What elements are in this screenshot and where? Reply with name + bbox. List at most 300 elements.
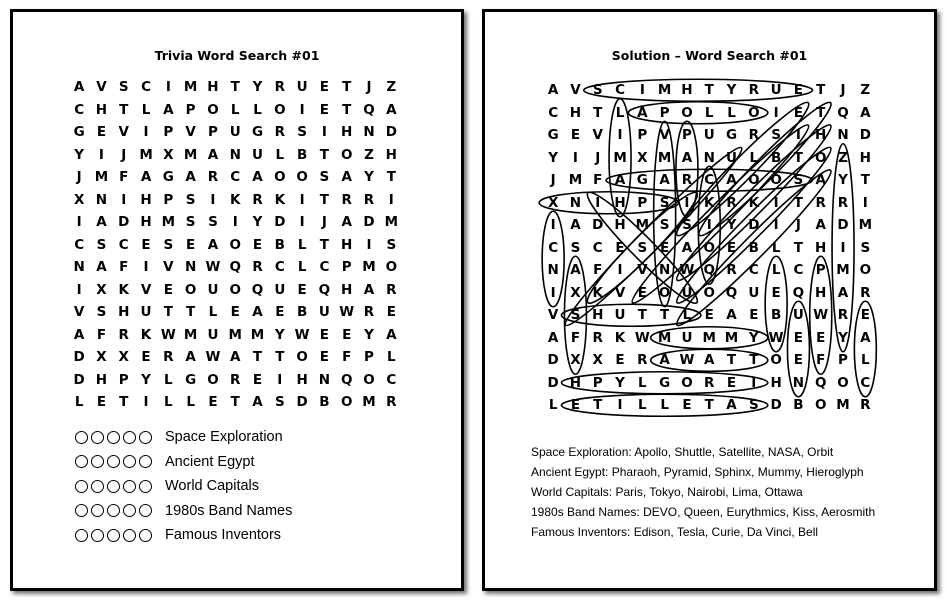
puzzle-grid-letter: U — [274, 281, 286, 298]
puzzle-grid-letter: E — [252, 236, 263, 253]
puzzle-grid-letter: V — [118, 124, 129, 141]
puzzle-grid-letter: P — [163, 191, 174, 208]
puzzle-grid-letter: B — [296, 304, 308, 321]
solution-grid-letter: P — [592, 374, 603, 391]
puzzle-grid-row — [68, 324, 402, 347]
solution-grid-letter: A — [815, 172, 826, 189]
solution-grid-row — [542, 169, 876, 192]
solution-grid-letter: I — [773, 194, 779, 211]
solution-grid-letter: B — [793, 397, 804, 414]
category-item — [75, 499, 292, 524]
solution-grid-letter: L — [727, 104, 736, 121]
solution-grid-letter: A — [860, 329, 871, 346]
puzzle-grid-letter: K — [140, 326, 152, 343]
puzzle-grid-letter: O — [385, 259, 398, 276]
solution-grid-letter: M — [657, 82, 672, 99]
puzzle-grid-letter: W — [205, 259, 221, 276]
solution-grid-letter: E — [793, 329, 804, 346]
puzzle-grid-letter: W — [160, 326, 176, 343]
puzzle-grid-letter: A — [163, 101, 174, 118]
solution-grid-letter: I — [550, 217, 556, 234]
solution-grid-letter: Y — [615, 374, 625, 391]
answer-list — [531, 442, 875, 542]
solution-grid-letter: K — [703, 194, 715, 211]
checkbox-circle-icon[interactable] — [123, 431, 136, 444]
solution-grid-letter: U — [614, 307, 626, 324]
solution-grid-letter: A — [570, 262, 581, 279]
puzzle-grid-letter: B — [274, 236, 285, 253]
puzzle-grid-letter: T — [386, 169, 396, 186]
solution-grid-letter: A — [637, 104, 648, 121]
solution-grid-letter: I — [706, 217, 712, 234]
solution-grid-letter: R — [726, 194, 737, 211]
puzzle-grid-letter: M — [94, 169, 109, 186]
puzzle-grid-letter: P — [163, 124, 174, 141]
puzzle-grid-letter: O — [296, 349, 308, 366]
puzzle-grid-letter: C — [74, 101, 85, 118]
puzzle-grid-row — [68, 234, 402, 257]
puzzle-grid-letter: T — [275, 349, 285, 366]
solution-grid-letter: T — [593, 397, 603, 414]
puzzle-grid-letter: A — [252, 394, 263, 411]
solution-grid-row — [542, 102, 876, 125]
puzzle-grid-letter: G — [162, 169, 174, 186]
checkbox-circle-icon[interactable] — [75, 529, 88, 542]
puzzle-grid-letter: E — [319, 326, 330, 343]
answer-line: Space Exploration: Apollo, Shuttle, Satellite, NASA, Orbit — [531, 445, 834, 459]
puzzle-grid-letter: Q — [251, 281, 264, 298]
solution-grid-letter: N — [547, 262, 559, 279]
puzzle-grid-letter: D — [73, 349, 85, 366]
category-item — [75, 474, 292, 499]
puzzle-grid-letter: S — [386, 236, 397, 253]
puzzle-grid-letter: U — [229, 124, 241, 141]
puzzle-grid-letter: A — [96, 214, 107, 231]
puzzle-grid-letter: N — [318, 371, 331, 388]
checkbox-circle-icon[interactable] — [75, 480, 88, 493]
solution-grid-letter: U — [726, 149, 737, 166]
checkbox-circle-icon[interactable] — [75, 431, 88, 444]
solution-grid-letter: T — [660, 307, 670, 324]
answer-line: Ancient Egypt: Pharaoh, Pyramid, Sphinx, Mummy, Hieroglyph — [531, 465, 864, 479]
solution-grid-letter: I — [550, 284, 556, 301]
solution-grid-letter: M — [858, 217, 873, 234]
solution-grid-letter: Z — [860, 82, 871, 99]
solution-grid-letter: H — [614, 194, 626, 211]
puzzle-grid-letter: R — [207, 169, 219, 186]
puzzle-grid-letter: S — [96, 304, 107, 321]
puzzle-grid-letter: R — [341, 191, 352, 208]
solution-grid-letter: T — [593, 104, 603, 121]
checkbox-circle-icon[interactable] — [91, 455, 104, 468]
checkbox-circle-icon[interactable] — [139, 529, 152, 542]
solution-grid-row — [542, 304, 876, 327]
puzzle-grid-letter: E — [96, 124, 107, 141]
puzzle-grid-letter: R — [274, 79, 286, 96]
solution-grid-letter: U — [703, 127, 715, 144]
puzzle-grid-letter: A — [73, 79, 85, 96]
solution-grid-letter: J — [840, 82, 846, 99]
solution-grid-letter: H — [681, 82, 693, 99]
puzzle-grid-letter: A — [185, 349, 196, 366]
solution-grid-letter: D — [547, 352, 559, 369]
solution-grid-letter: Q — [703, 262, 715, 279]
solution-grid-letter: E — [749, 307, 759, 324]
solution-grid-letter: S — [659, 194, 670, 211]
solution-letter-grid — [542, 79, 876, 417]
solution-grid-letter: A — [837, 284, 849, 301]
solution-grid-letter: I — [617, 397, 623, 414]
category-item — [75, 425, 292, 450]
solution-grid-letter: N — [792, 374, 805, 391]
solution-grid-letter: L — [704, 104, 714, 121]
solution-grid-row — [542, 214, 876, 237]
solution-grid-letter: M — [836, 262, 850, 279]
puzzle-grid-letter: V — [163, 259, 174, 276]
solution-grid-letter: J — [550, 172, 556, 189]
solution-grid-letter: C — [592, 239, 603, 256]
category-item — [75, 523, 292, 548]
solution-grid-letter: K — [614, 329, 626, 346]
solution-grid-letter: M — [657, 329, 672, 346]
solution-grid-letter: E — [682, 397, 692, 414]
solution-grid-letter: D — [859, 127, 871, 144]
puzzle-grid-letter: I — [143, 259, 149, 276]
solution-grid-letter: A — [726, 172, 737, 189]
puzzle-grid-letter: C — [319, 259, 330, 276]
checkbox-circle-icon[interactable] — [91, 529, 104, 542]
puzzle-grid-letter: A — [96, 259, 107, 276]
puzzle-grid-letter: A — [207, 236, 219, 253]
puzzle-grid-letter: L — [164, 371, 173, 388]
solution-grid-letter: P — [681, 127, 692, 144]
puzzle-grid-row — [68, 166, 402, 189]
puzzle-grid-letter: A — [73, 326, 85, 343]
puzzle-grid-letter: L — [253, 101, 262, 118]
puzzle-grid-letter: Y — [74, 146, 85, 163]
puzzle-grid-letter: H — [118, 304, 130, 321]
solution-grid-letter: V — [614, 284, 626, 301]
solution-grid-letter: B — [748, 239, 759, 256]
checkbox-circle-icon[interactable] — [75, 504, 88, 517]
solution-grid-letter: H — [592, 307, 604, 324]
puzzle-grid-letter: F — [342, 349, 352, 366]
solution-grid-letter: O — [703, 284, 715, 301]
checkbox-circles — [75, 529, 152, 542]
solution-grid-letter: W — [634, 329, 650, 346]
puzzle-grid-letter: L — [186, 394, 195, 411]
puzzle-grid-letter: L — [297, 259, 307, 276]
puzzle-grid-letter: T — [342, 101, 352, 118]
solution-grid-letter: I — [751, 374, 757, 391]
puzzle-grid-letter: A — [140, 169, 152, 186]
checkbox-circle-icon[interactable] — [75, 455, 88, 468]
solution-grid-letter: X — [547, 194, 559, 211]
solution-grid-letter: I — [840, 239, 846, 256]
puzzle-grid-letter: K — [118, 281, 129, 298]
solution-grid-letter: K — [592, 284, 603, 301]
solution-grid-row — [542, 192, 876, 215]
solution-grid-letter: S — [771, 127, 781, 144]
solution-grid-letter: A — [726, 397, 737, 414]
checkbox-circle-icon[interactable] — [139, 504, 152, 517]
puzzle-grid-letter: G — [251, 124, 264, 141]
solution-grid-letter: T — [637, 307, 647, 324]
puzzle-grid-letter: U — [207, 281, 219, 298]
solution-grid-letter: I — [773, 217, 779, 234]
puzzle-grid-letter: I — [299, 191, 305, 208]
solution-grid-letter: C — [860, 374, 871, 391]
puzzle-grid-letter: Y — [274, 326, 285, 343]
solution-grid-letter: I — [617, 262, 623, 279]
puzzle-grid-letter: C — [274, 259, 285, 276]
puzzle-grid-letter: E — [297, 281, 307, 298]
puzzle-grid-letter: A — [341, 214, 352, 231]
solution-grid-row — [542, 394, 876, 417]
checkbox-circle-icon[interactable] — [107, 480, 120, 493]
solution-grid-letter: S — [659, 217, 670, 234]
solution-grid-letter: F — [816, 352, 826, 369]
solution-grid-letter: T — [793, 149, 804, 166]
puzzle-grid-letter: B — [319, 394, 330, 411]
puzzle-grid-letter: H — [341, 236, 353, 253]
solution-grid-letter: D — [748, 217, 760, 234]
solution-title: Solution – Word Search #01 — [611, 48, 808, 63]
checkbox-circle-icon[interactable] — [123, 504, 136, 517]
checkbox-circle-icon[interactable] — [139, 431, 152, 444]
solution-grid-letter: R — [837, 194, 849, 211]
solution-grid-letter: A — [547, 82, 559, 99]
solution-grid-letter: A — [681, 149, 693, 166]
solution-grid-letter: E — [793, 82, 804, 99]
puzzle-grid-letter: U — [207, 326, 219, 343]
solution-grid-letter: I — [617, 127, 623, 144]
puzzle-grid-letter: O — [274, 101, 286, 118]
solution-grid-letter: O — [703, 239, 715, 256]
solution-grid-letter: U — [748, 284, 760, 301]
puzzle-grid-letter: I — [76, 281, 82, 298]
puzzle-grid-letter: G — [73, 124, 85, 141]
solution-grid-letter: Q — [837, 104, 849, 121]
puzzle-grid-letter: J — [76, 169, 82, 186]
category-label: 1980s Band Names — [165, 502, 293, 519]
solution-grid-letter: R — [637, 352, 648, 369]
puzzle-grid-letter: R — [252, 191, 263, 208]
puzzle-grid-row — [68, 391, 402, 414]
solution-grid-letter: S — [793, 172, 804, 189]
puzzle-grid-letter: M — [161, 214, 176, 231]
puzzle-grid-row — [68, 211, 402, 234]
puzzle-grid-letter: Y — [252, 79, 263, 96]
solution-grid-letter: T — [860, 172, 870, 189]
checkbox-circle-icon[interactable] — [139, 480, 152, 493]
puzzle-grid-letter: H — [140, 214, 152, 231]
checkbox-circle-icon[interactable] — [123, 480, 136, 493]
solution-grid-letter: T — [816, 82, 826, 99]
solution-grid-letter: V — [637, 262, 648, 279]
puzzle-letter-grid — [68, 76, 402, 414]
solution-grid-letter: U — [792, 307, 804, 324]
puzzle-grid-letter: R — [363, 304, 375, 321]
puzzle-grid-letter: S — [274, 394, 285, 411]
puzzle-grid-letter: H — [341, 124, 353, 141]
solution-grid-letter: S — [748, 397, 759, 414]
puzzle-grid-letter: S — [163, 236, 174, 253]
puzzle-grid-letter: P — [207, 124, 218, 141]
puzzle-grid-letter: B — [296, 146, 308, 163]
solution-grid-letter: R — [681, 172, 693, 189]
puzzle-grid-letter: I — [299, 214, 305, 231]
solution-grid-row — [542, 349, 876, 372]
puzzle-grid-letter: D — [274, 214, 286, 231]
checkbox-circles — [75, 480, 152, 493]
solution-grid-letter: H — [569, 374, 582, 391]
solution-grid-letter: O — [814, 397, 827, 414]
puzzle-grid-letter: U — [318, 304, 330, 321]
solution-grid-letter: E — [615, 352, 625, 369]
puzzle-grid-letter: I — [143, 394, 149, 411]
checkbox-circle-icon[interactable] — [107, 504, 120, 517]
puzzle-grid-letter: E — [319, 349, 330, 366]
solution-grid-letter: W — [813, 307, 829, 324]
solution-grid-letter: E — [704, 307, 714, 324]
solution-grid-letter: R — [860, 284, 871, 301]
solution-grid-letter: B — [770, 307, 782, 324]
puzzle-grid-letter: D — [118, 214, 130, 231]
checkbox-circle-icon[interactable] — [107, 455, 120, 468]
puzzle-grid-letter: M — [228, 326, 242, 343]
puzzle-grid-letter: M — [139, 146, 153, 163]
solution-grid-letter: Q — [725, 284, 738, 301]
puzzle-grid-letter: T — [119, 101, 129, 118]
solution-grid-letter: V — [659, 127, 670, 144]
puzzle-grid-letter: C — [141, 79, 151, 96]
solution-grid-letter: A — [614, 172, 626, 189]
puzzle-grid-letter: O — [296, 169, 308, 186]
solution-grid-letter: Q — [792, 284, 805, 301]
solution-grid-letter: T — [726, 352, 737, 369]
solution-grid-letter: G — [725, 127, 738, 144]
solution-grid-letter: E — [726, 374, 737, 391]
solution-grid-row — [542, 372, 876, 395]
solution-grid-letter: H — [815, 127, 827, 144]
puzzle-grid-letter: V — [185, 124, 196, 141]
solution-grid-letter: G — [547, 127, 559, 144]
solution-grid-letter: P — [659, 104, 670, 121]
puzzle-grid-letter: Q — [318, 281, 331, 298]
solution-grid-letter: E — [771, 284, 781, 301]
puzzle-grid-letter: L — [141, 101, 151, 118]
checkbox-circle-icon[interactable] — [91, 504, 104, 517]
puzzle-grid-letter: D — [363, 214, 375, 231]
puzzle-grid-letter: N — [95, 191, 108, 208]
puzzle-title: Trivia Word Search #01 — [154, 48, 320, 63]
solution-grid-letter: V — [592, 127, 603, 144]
solution-grid-letter: T — [704, 397, 714, 414]
puzzle-grid-letter: M — [362, 259, 376, 276]
solution-grid-letter: A — [659, 172, 670, 189]
puzzle-grid-letter: U — [140, 304, 152, 321]
puzzle-grid-letter: L — [387, 349, 396, 366]
solution-grid-letter: R — [704, 374, 715, 391]
puzzle-grid-letter: O — [229, 236, 241, 253]
solution-grid-letter: I — [773, 104, 779, 121]
solution-grid-letter: P — [637, 194, 648, 211]
solution-grid-letter: X — [570, 352, 581, 369]
checkbox-circle-icon[interactable] — [91, 480, 104, 493]
solution-grid-letter: E — [660, 239, 670, 256]
solution-grid-letter: U — [681, 329, 693, 346]
puzzle-grid-letter: E — [96, 394, 107, 411]
solution-grid-letter: I — [595, 194, 601, 211]
checkbox-circle-icon[interactable] — [107, 529, 120, 542]
puzzle-grid-letter: M — [250, 326, 265, 343]
solution-grid-letter: O — [814, 149, 827, 166]
solution-grid-letter: K — [748, 194, 760, 211]
puzzle-grid-letter: I — [165, 79, 171, 96]
puzzle-grid-row — [68, 76, 402, 99]
solution-grid-letter: I — [572, 149, 578, 166]
solution-grid-letter: U — [681, 284, 693, 301]
puzzle-grid-letter: L — [208, 304, 218, 321]
solution-grid-letter: D — [592, 217, 604, 234]
solution-grid-letter: A — [815, 217, 826, 234]
solution-grid-letter: Y — [726, 217, 737, 234]
solution-grid-letter: R — [748, 82, 760, 99]
solution-grid-letter: H — [569, 104, 582, 121]
checkbox-circle-icon[interactable] — [107, 431, 120, 444]
solution-grid-letter: T — [793, 239, 804, 256]
checkbox-circle-icon[interactable] — [123, 455, 136, 468]
answer-line: 1980s Band Names: DEVO, Queen, Eurythmics, Kiss, Aerosmith — [531, 505, 876, 519]
solution-grid-letter: A — [570, 217, 581, 234]
solution-grid-letter: D — [547, 374, 559, 391]
puzzle-grid-letter: O — [340, 394, 353, 411]
solution-grid-letter: I — [639, 82, 645, 99]
category-label: Ancient Egypt — [165, 453, 255, 470]
solution-grid-letter: N — [658, 262, 671, 279]
checkbox-circle-icon[interactable] — [123, 529, 136, 542]
solution-grid-letter: R — [748, 127, 760, 144]
puzzle-grid-row — [68, 99, 402, 122]
puzzle-grid-letter: I — [121, 191, 127, 208]
solution-grid-letter: L — [615, 104, 625, 121]
puzzle-grid-letter: H — [341, 281, 353, 298]
puzzle-grid-letter: W — [205, 349, 221, 366]
solution-grid-letter: A — [547, 329, 559, 346]
puzzle-grid-letter: R — [386, 394, 397, 411]
puzzle-grid-letter: I — [232, 214, 238, 231]
category-label: Famous Inventors — [165, 527, 282, 544]
solution-grid-letter: X — [592, 352, 603, 369]
checkbox-circle-icon[interactable] — [139, 455, 152, 468]
solution-grid-letter: R — [815, 194, 826, 211]
puzzle-grid-letter: Y — [141, 371, 151, 388]
puzzle-grid-letter: A — [341, 169, 352, 186]
solution-grid-letter: O — [859, 262, 872, 279]
solution-grid-letter: A — [681, 239, 693, 256]
solution-grid-letter: T — [793, 194, 804, 211]
solution-grid-letter: I — [795, 127, 801, 144]
puzzle-grid-letter: H — [385, 146, 397, 163]
solution-grid-letter: N — [569, 194, 582, 211]
puzzle-grid-letter: X — [163, 146, 174, 163]
solution-grid-letter: V — [547, 307, 559, 324]
checkbox-circle-icon[interactable] — [91, 431, 104, 444]
solution-grid-letter: V — [570, 82, 581, 99]
puzzle-grid-letter: Z — [364, 146, 374, 163]
solution-grid-letter: I — [862, 194, 868, 211]
